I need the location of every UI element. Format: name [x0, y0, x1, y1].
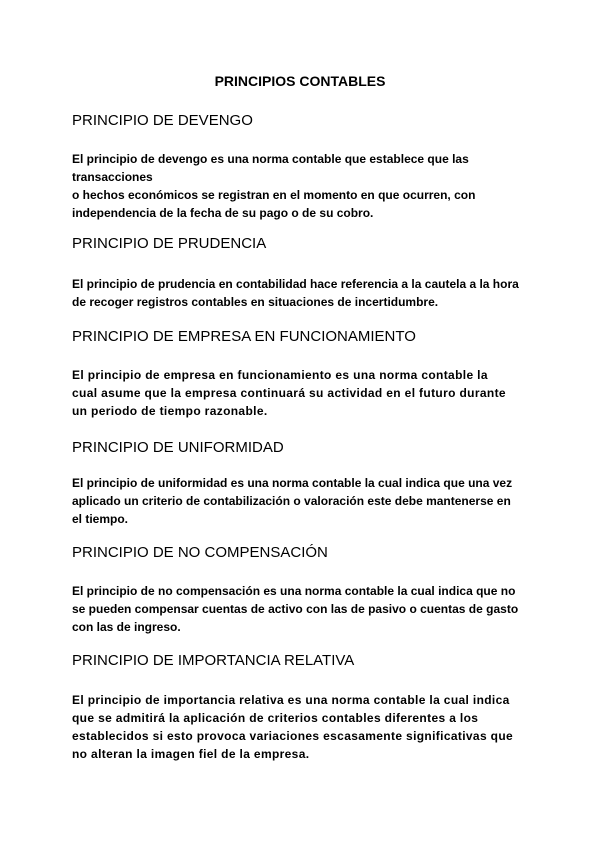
body-line: un periodo de tiempo razonable. [72, 404, 268, 418]
section-body-importancia-relativa [72, 691, 532, 763]
body-line: establecidos si esto provoca variaciones escasamente significativas que [72, 729, 514, 743]
section-heading-prudencia: PRINCIPIO DE PRUDENCIA [72, 235, 267, 252]
body-line: se pueden compensar cuentas de activo con las de pasivo o cuentas de gasto [72, 602, 519, 616]
body-line: el tiempo. [72, 512, 129, 526]
body-line: no alteran la imagen fiel de la empresa. [72, 747, 310, 761]
section-heading-importancia-relativa: PRINCIPIO DE IMPORTANCIA RELATIVA [72, 652, 355, 669]
body-line: El principio de empresa en funcionamiento es una norma contable la [72, 368, 488, 382]
section-body-prudencia [72, 275, 532, 311]
section-body-empresa-en-funcionamiento [72, 366, 532, 420]
body-line: aplicado un criterio de contabilización o valoración este debe mantenerse en [72, 494, 511, 508]
body-line: que se admitirá la aplicación de criterios contables diferentes a los [72, 711, 479, 725]
body-line: El principio de no compensación es una norma contable la cual indica que no [72, 584, 516, 598]
body-line: El principio de importancia relativa es una norma contable la cual indica [72, 693, 510, 707]
section-heading-devengo: PRINCIPIO DE DEVENGO [72, 112, 253, 129]
section-body-devengo [72, 150, 532, 222]
body-line: El principio de uniformidad es una norma contable la cual indica que una vez [72, 476, 513, 490]
section-body-uniformidad [72, 474, 532, 528]
section-heading-uniformidad: PRINCIPIO DE UNIFORMIDAD [72, 439, 284, 456]
document-title: PRINCIPIOS CONTABLES [214, 73, 386, 89]
body-line: de recoger registros contables en situaciones de incertidumbre. [72, 295, 439, 309]
body-line: cual asume que la empresa continuará su actividad en el futuro durante [72, 386, 506, 400]
body-line: El principio de devengo es una norma contable que establece que las [72, 152, 469, 166]
body-line: con las de ingreso. [72, 620, 181, 634]
section-body-no-compensacion [72, 582, 532, 636]
section-heading-no-compensacion: PRINCIPIO DE NO COMPENSACIÓN [72, 544, 328, 561]
body-line: transacciones [72, 170, 153, 184]
body-line: independencia de la fecha de su pago o de su cobro. [72, 206, 374, 220]
body-line: o hechos económicos se registran en el momento en que ocurren, con [72, 188, 476, 202]
body-line: El principio de prudencia en contabilidad hace referencia a la cautela a la hora [72, 277, 519, 291]
section-heading-empresa-en-funcionamiento: PRINCIPIO DE EMPRESA EN FUNCIONAMIENTO [72, 328, 416, 345]
